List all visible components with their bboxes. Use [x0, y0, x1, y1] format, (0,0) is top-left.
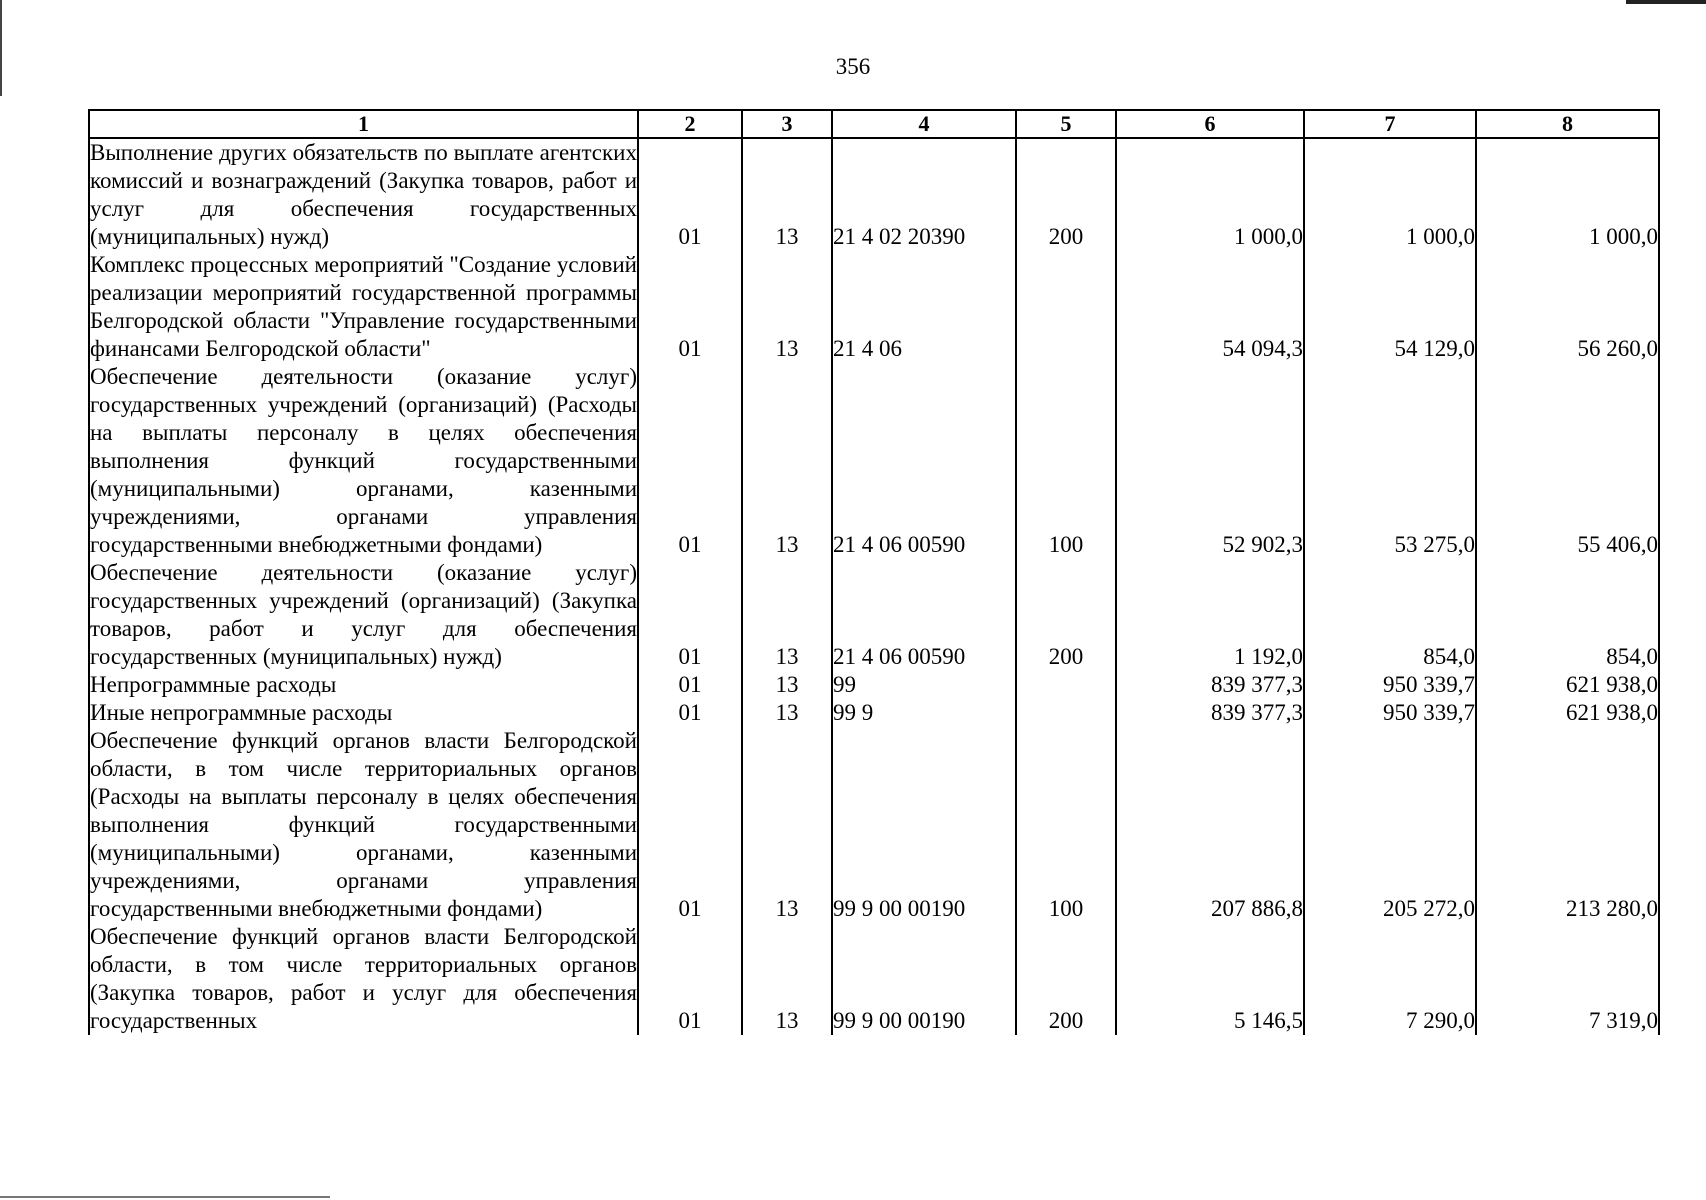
- table-row: [89, 251, 1659, 363]
- row-subsection: 13: [742, 559, 832, 671]
- row-amount-col6: 1 192,0: [1116, 559, 1304, 671]
- row-expense-type: 100: [1016, 363, 1116, 559]
- row-target-article: 99 9: [832, 699, 1016, 727]
- scan-edge-left: [0, 0, 2, 96]
- row-section: 01: [638, 671, 742, 699]
- row-name: Непрограммные расходы: [89, 671, 638, 699]
- row-name: Иные непрограммные расходы: [89, 699, 638, 727]
- row-name: Обеспечение деятельности (оказание услуг) государственных учреждений (организаций) (Расходы на выплаты персоналу в целях обеспечения выполнения функций государственными (муниципальными) органами, казенными учреждениями, органами управления государственными внебюджетными фондами): [90, 364, 637, 557]
- row-subsection: 13: [742, 251, 832, 363]
- row-name: Выполнение других обязательств по выплате агентских комиссий и вознаграждений (Закупка товаров, работ и услуг для обеспечения государственных (муниципальных) нужд): [90, 140, 637, 249]
- row-amount-col8: 1 000,0: [1476, 138, 1659, 251]
- row-section: 01: [638, 727, 742, 923]
- row-amount-col8: 56 260,0: [1476, 251, 1659, 363]
- row-target-article: 21 4 06 00590: [832, 559, 1016, 671]
- row-section: 01: [638, 138, 742, 251]
- column-header-6: 6: [1116, 110, 1304, 138]
- row-name: Обеспечение функций органов власти Белгородской области, в том числе территориальных органов (Расходы на выплаты персоналу в целях обеспечения выполнения функций государственными (муниципальными) органами, казенными учреждениями, органами управления государственными внебюджетными фондами): [90, 728, 637, 921]
- row-section: 01: [638, 251, 742, 363]
- table-row: [89, 923, 1659, 1035]
- row-amount-col7: 950 339,7: [1304, 699, 1476, 727]
- column-header-7: 7: [1304, 110, 1476, 138]
- row-amount-col7: 53 275,0: [1304, 363, 1476, 559]
- row-amount-col6: 52 902,3: [1116, 363, 1304, 559]
- row-expense-type: [1016, 699, 1116, 727]
- row-amount-col6: 54 094,3: [1116, 251, 1304, 363]
- table-row: [89, 671, 1659, 699]
- row-expense-type: [1016, 671, 1116, 699]
- row-expense-type: [1016, 251, 1116, 363]
- page-number: 356: [835, 54, 871, 79]
- header-row: [89, 110, 1659, 138]
- table-row: [89, 363, 1659, 559]
- row-amount-col7: 950 339,7: [1304, 671, 1476, 699]
- row-subsection: 13: [742, 363, 832, 559]
- column-header-5: 5: [1016, 110, 1116, 138]
- row-amount-col6: 1 000,0: [1116, 138, 1304, 251]
- table-row: [89, 727, 1659, 923]
- row-amount-col8: 854,0: [1476, 559, 1659, 671]
- row-section: 01: [638, 363, 742, 559]
- table-body: [89, 138, 1659, 1035]
- column-header-3: 3: [742, 110, 832, 138]
- row-amount-col7: 1 000,0: [1304, 138, 1476, 251]
- row-target-article: 99 9 00 00190: [832, 727, 1016, 923]
- row-expense-type: 200: [1016, 138, 1116, 251]
- column-header-8: 8: [1476, 110, 1659, 138]
- row-subsection: 13: [742, 671, 832, 699]
- row-name: Комплекс процессных мероприятий "Создание условий реализации мероприятий государственной программы Белгородской области "Управление государственными финансами Белгородской области": [90, 252, 637, 361]
- row-target-article: 99: [832, 671, 1016, 699]
- row-amount-col6: 207 886,8: [1116, 727, 1304, 923]
- row-amount-col8: 7 319,0: [1476, 923, 1659, 1035]
- row-section: 01: [638, 559, 742, 671]
- row-target-article: 21 4 06 00590: [832, 363, 1016, 559]
- table-header: [89, 110, 1659, 138]
- row-section: 01: [638, 699, 742, 727]
- row-expense-type: 100: [1016, 727, 1116, 923]
- row-subsection: 13: [742, 923, 832, 1035]
- row-amount-col8: 55 406,0: [1476, 363, 1659, 559]
- row-name: Обеспечение функций органов власти Белгородской области, в том числе территориальных органов (Закупка товаров, работ и услуг для обеспечения государственных: [90, 924, 637, 1033]
- row-subsection: 13: [742, 138, 832, 251]
- row-expense-type: 200: [1016, 559, 1116, 671]
- row-subsection: 13: [742, 727, 832, 923]
- scan-mark-top-right: [1626, 0, 1706, 4]
- row-amount-col6: 5 146,5: [1116, 923, 1304, 1035]
- row-expense-type: 200: [1016, 923, 1116, 1035]
- column-header-1: 1: [89, 110, 638, 138]
- column-header-2: 2: [638, 110, 742, 138]
- row-section: 01: [638, 923, 742, 1035]
- scan-edge-bottom: [0, 1196, 330, 1198]
- budget-table: [88, 109, 1660, 1035]
- row-name: Обеспечение деятельности (оказание услуг) государственных учреждений (организаций) (Закупка товаров, работ и услуг для обеспечения государственных (муниципальных) нужд): [90, 560, 637, 669]
- table-row: [89, 699, 1659, 727]
- row-amount-col7: 54 129,0: [1304, 251, 1476, 363]
- table-row: [89, 138, 1659, 251]
- row-amount-col8: 621 938,0: [1476, 671, 1659, 699]
- row-target-article: 99 9 00 00190: [832, 923, 1016, 1035]
- row-target-article: 21 4 06: [832, 251, 1016, 363]
- row-amount-col8: 621 938,0: [1476, 699, 1659, 727]
- row-amount-col8: 213 280,0: [1476, 727, 1659, 923]
- row-amount-col7: 854,0: [1304, 559, 1476, 671]
- row-amount-col6: 839 377,3: [1116, 671, 1304, 699]
- table-row: [89, 559, 1659, 671]
- row-amount-col7: 205 272,0: [1304, 727, 1476, 923]
- row-amount-col7: 7 290,0: [1304, 923, 1476, 1035]
- row-target-article: 21 4 02 20390: [832, 138, 1016, 251]
- row-amount-col6: 839 377,3: [1116, 699, 1304, 727]
- row-subsection: 13: [742, 699, 832, 727]
- column-header-4: 4: [832, 110, 1016, 138]
